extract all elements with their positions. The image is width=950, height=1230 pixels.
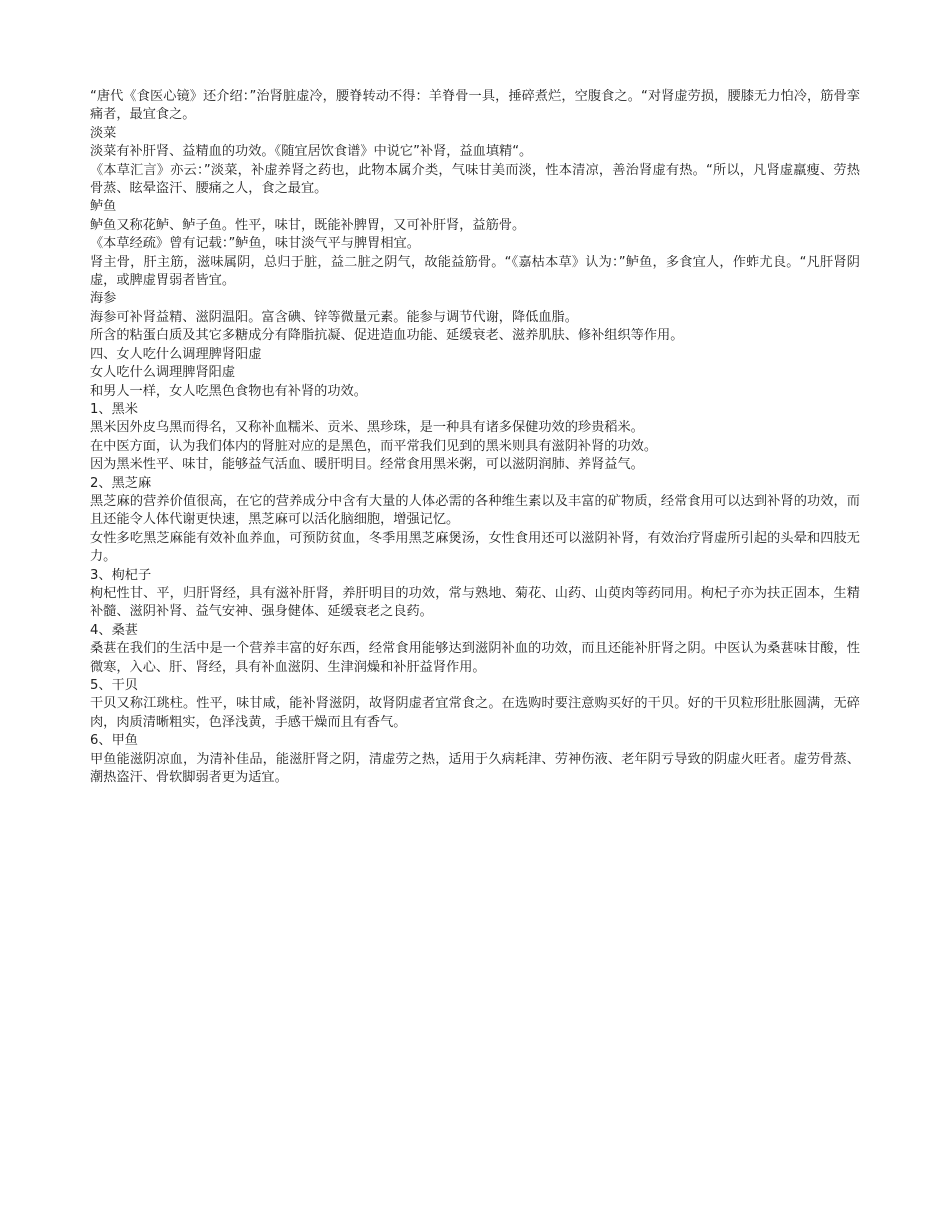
- paragraph-heimi-3: 因为黑米性平、味甘，能够益气活血、暖肝明目。经常食用黑米粥，可以滋阴润肺、养肾益气。: [90, 457, 644, 473]
- paragraph-haishen-1: 海参可补肾益精、滋阴温阳。富含碘、锌等微量元素。能参与调节代谢，降低血脂。: [90, 309, 578, 325]
- paragraph-tangdai: “唐代《食医心镜》还介绍：”治肾脏虚冷，腰脊转动不得：羊脊骨一具，捶碎煮烂，空腹食之。“对肾虚劳损，腰膝无力怕冷，筋骨挛痛者，最宜食之。: [90, 89, 860, 123]
- heading-heimi: 1、黑米: [90, 401, 138, 417]
- heading-ganbei: 5、干贝: [90, 678, 138, 693]
- paragraph-luyu-3: 肾主骨，肝主筋，滋味属阴，总归于脏，益二脏之阴气，故能益筋骨。“《嘉枯本草》认为：”鲈鱼，多食宜人，作蚱尤良。“凡肝肾阴虚，或脾虚胃弱者皆宜。: [90, 254, 860, 289]
- paragraph-dancai-1: 淡菜有补肝肾、益精血的功效。《随宜居饮食谱》中说它”补肾，益血填精“。: [90, 144, 533, 160]
- subheading-women: 女人吃什么调理脾肾阳虚: [90, 365, 236, 381]
- paragraph-women-intro: 和男人一样，女人吃黑色食物也有补肾的功效。: [90, 383, 367, 399]
- document-body: [90, 88, 860, 787]
- heading-heizhima: 2、黑芝麻: [90, 475, 152, 491]
- paragraph-jiayu: 甲鱼能滋阴凉血，为清补佳品，能滋肝肾之阴，清虚劳之热，适用于久病耗津、劳神伤液、老年阴亏导致的阴虚火旺者。虚劳骨蒸、潮热盗汗、骨软脚弱者更为适宜。: [90, 751, 860, 786]
- paragraph-ganbei: 干贝又称江珧柱。性平，味甘咸，能补肾滋阴，故肾阴虚者宜常食之。在选购时要注意购买好的干贝。好的干贝粒形肚胀圆满，无碎肉，肉质清晰粗实，色泽浅黄，手感干燥而且有香气。: [90, 696, 860, 730]
- paragraph-heizhima-1: 黑芝麻的营养价值很高，在它的营养成分中含有大量的人体必需的各种维生素以及丰富的矿物质，经常食用可以达到补肾的功效，而且还能令人体代谢更快速，黑芝麻可以活化脑细胞，增强记忆。: [90, 493, 860, 528]
- heading-dancai: 淡菜: [90, 125, 117, 141]
- paragraph-gouqizi: 枸杞性甘、平，归肝肾经，具有滋补肝肾，养肝明目的功效，常与熟地、菊花、山药、山萸肉等药同用。枸杞子亦为扶正固本，生精补髓、滋阴补肾、益气安神、强身健体、延缓衰老之良药。: [90, 585, 860, 620]
- section-heading-women: 四、女人吃什么调理脾肾阳虚: [90, 346, 262, 362]
- paragraph-heizhima-2: 女性多吃黑芝麻能有效补血养血，可预防贫血，冬季用黑芝麻煲汤，女性食用还可以滋阴补肾，有效治疗肾虚所引起的头晕和四肢无力。: [90, 530, 860, 565]
- paragraph-luyu-1: 鲈鱼又称花鲈、鲈子鱼。性平，味甘，既能补脾胃，又可补肝肾，益筋骨。: [90, 217, 526, 233]
- paragraph-heimi-1: 黑米因外皮乌黑而得名，又称补血糯米、贡米、黑珍珠，是一种具有诸多保健功效的珍贵稻米。: [90, 420, 644, 436]
- paragraph-dancai-2: 《本草汇言》亦云：”淡菜，补虚养肾之药也，此物本属介类，气味甘美而淡，性本清凉，善治肾虚有热。“所以，凡肾虚羸瘦、劳热骨蒸、眩晕盗汗、腰痛之人，食之最宜。: [90, 162, 860, 197]
- paragraph-sangshen: 桑葚在我们的生活中是一个营养丰富的好东西，经常食用能够达到滋阴补血的功效，而且还能补肝肾之阴。中医认为桑葚味甘酸，性微寒，入心、肝、肾经，具有补血滋阴、生津润燥和补肝益肾作用。: [90, 641, 860, 675]
- heading-jiayu: 6、甲鱼: [90, 733, 138, 749]
- paragraph-haishen-2: 所含的粘蛋白质及其它多糖成分有降脂抗凝、促进造血功能、延缓衰老、滋养肌肤、修补组织等作用。: [90, 328, 684, 344]
- heading-sangshen: 4、桑葚: [90, 622, 138, 638]
- heading-gouqizi: 3、枸杞子: [90, 567, 152, 583]
- paragraph-luyu-2: 《本草经疏》曾有记载：”鲈鱼，味甘淡气平与脾胃相宜。: [90, 236, 420, 252]
- heading-luyu: 鲈鱼: [90, 199, 117, 215]
- heading-haishen: 海参: [90, 291, 117, 307]
- paragraph-heimi-2: 在中医方面，认为我们体内的肾脏对应的是黑色，而平常我们见到的黑米则具有滋阴补肾的功效。: [90, 438, 658, 454]
